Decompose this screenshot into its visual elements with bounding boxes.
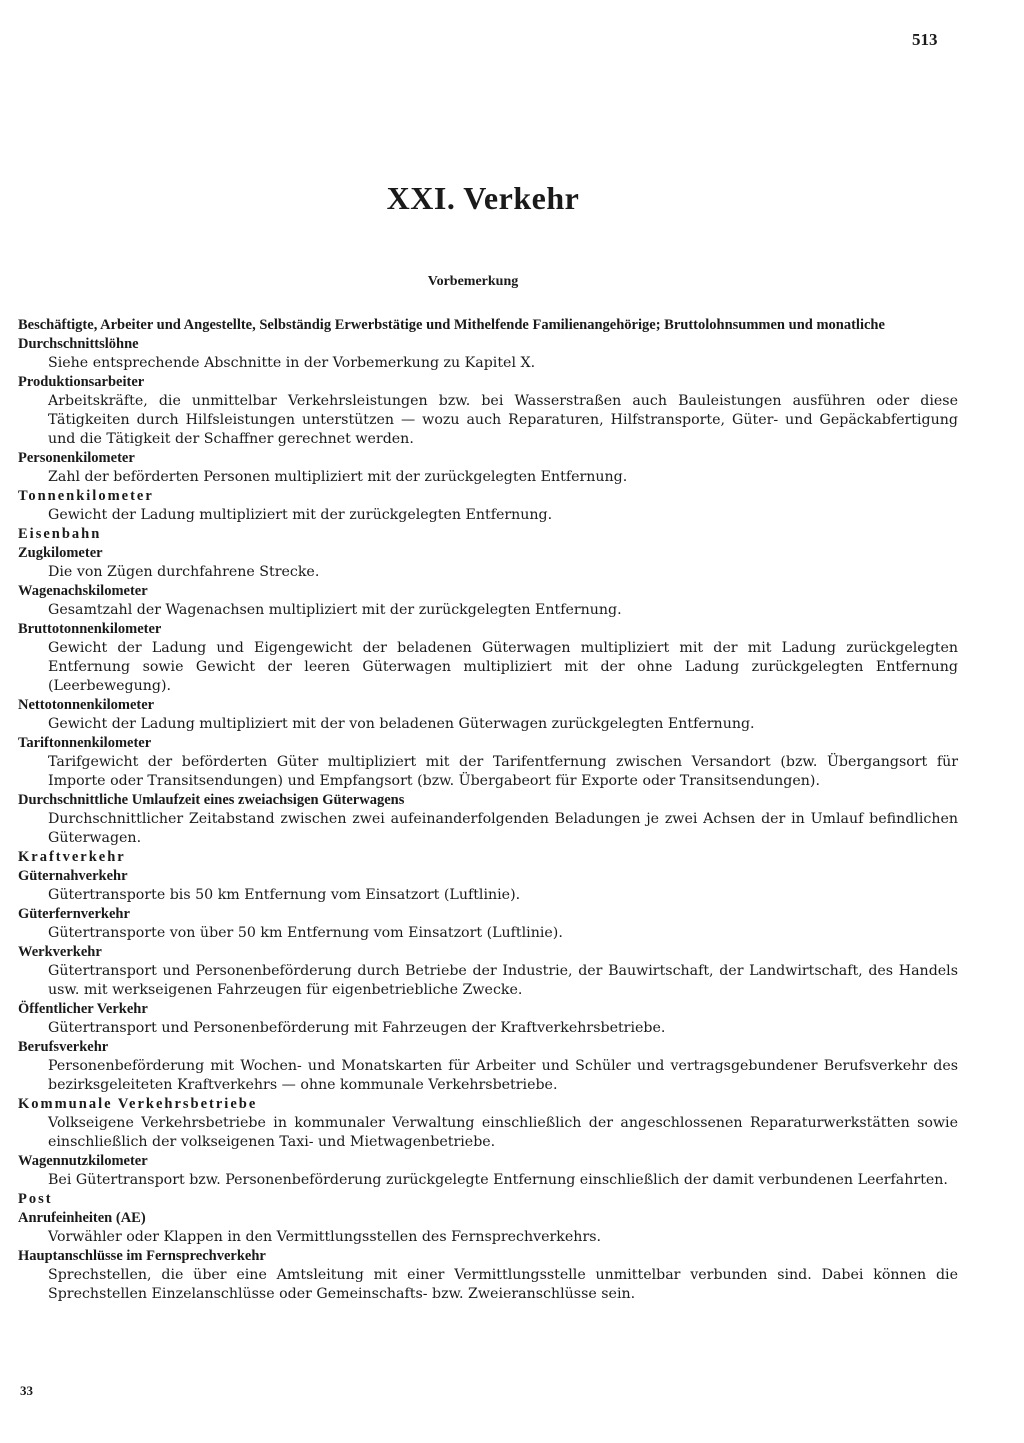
definition-personenkilometer: Zahl der beförderten Personen multipliziert mit der zurückgelegten Entfernung. [48, 469, 628, 485]
definition-anrufeinheiten: Vorwähler oder Klappen in den Vermittlungsstellen des Fernsprechverkehrs. [48, 1229, 602, 1245]
definition-nettotonnenkilometer: Gewicht der Ladung multipliziert mit der von beladenen Güterwagen zurückgelegten Entfernung. [48, 716, 755, 732]
section-heading-kraftverkehr: Kraftverkehr [18, 849, 126, 865]
section-heading-eisenbahn: Eisenbahn [18, 526, 102, 542]
footer-signature-number: 33 [20, 1383, 33, 1398]
term-beschaeftigte: Beschäftigte, Arbeiter und Angestellte, Selbständig Erwerbstätige und Mithelfende Familienangehörige; Bruttolohnsummen und monatliche Durchschnittslöhne [18, 317, 885, 352]
definition-wagenachskilometer: Gesamtzahl der Wagenachsen multipliziert mit der zurückgelegten Entfernung. [48, 602, 622, 618]
definition-beschaeftigte: Siehe entsprechende Abschnitte in der Vorbemerkung zu Kapitel X. [48, 355, 536, 371]
definitions-list [18, 316, 958, 1304]
term-umlaufzeit: Durchschnittliche Umlaufzeit eines zweiachsigen Güterwagens [18, 792, 405, 808]
definition-kommunale-verkehrsbetriebe: Volkseigene Verkehrsbetriebe in kommunaler Verwaltung einschließlich der angeschlossenen Reparaturwerkstätten sowie einschließlich der volkseigenen Taxi- und Mietwagenbetriebe. [48, 1115, 958, 1150]
definition-gueternahverkehr: Gütertransporte bis 50 km Entfernung vom Einsatzort (Luftlinie). [48, 887, 521, 903]
term-tariftonnenkilometer: Tariftonnenkilometer [18, 735, 152, 751]
term-wagennutzkilometer: Wagennutzkilometer [18, 1153, 148, 1169]
definition-tariftonnenkilometer: Tarifgewicht der beförderten Güter multipliziert mit der Tarifentfernung zwischen Versandort (bzw. Übergangsort für Importe oder Transitsendungen) und Empfangsort (bzw. Übergabeort für Exporte oder Transitsendungen). [48, 754, 958, 789]
term-oeffentlicher-verkehr: Öffentlicher Verkehr [18, 1001, 148, 1017]
definition-gueterfernverkehr: Gütertransporte von über 50 km Entfernung vom Einsatzort (Luftlinie). [48, 925, 563, 941]
definition-produktionsarbeiter: Arbeitskräfte, die unmittelbar Verkehrsleistungen bzw. bei Wasserstraßen auch Bauleistungen ausführen oder diese Tätigkeiten durch Hilfsleistungen unterstützen — wozu auch Reparaturen, Hilfstransporte, Güter- und Gepäckabfertigung und die Tätigkeit der Schaffner gerechnet werden. [48, 393, 958, 447]
term-werkverkehr: Werkverkehr [18, 944, 102, 960]
term-anrufeinheiten: Anrufeinheiten (AE) [18, 1210, 146, 1226]
definition-zugkilometer: Die von Zügen durchfahrene Strecke. [48, 564, 320, 580]
definition-wagennutzkilometer: Bei Gütertransport bzw. Personenbeförderung zurückgelegte Entfernung einschließlich der damit verbundenen Leerfahrten. [48, 1172, 948, 1188]
term-wagenachskilometer: Wagenachskilometer [18, 583, 148, 599]
definition-oeffentlicher-verkehr: Gütertransport und Personenbeförderung mit Fahrzeugen der Kraftverkehrsbetriebe. [48, 1020, 666, 1036]
term-gueterfernverkehr: Güterfernverkehr [18, 906, 130, 922]
term-kommunale-verkehrsbetriebe: Kommunale Verkehrsbetriebe [18, 1096, 258, 1112]
term-personenkilometer: Personenkilometer [18, 450, 135, 466]
term-tonnenkilometer: Tonnenkilometer [18, 488, 154, 504]
section-subtitle: Vorbemerkung [427, 274, 519, 289]
definition-bruttotonnenkilometer: Gewicht der Ladung und Eigengewicht der beladenen Güterwagen multipliziert mit der mit Ladung zurückgelegten Entfernung sowie Gewicht der leeren Güterwagen multipliziert mit der ohne Ladung zurückgelegten Entfernung (Leerbewegung). [48, 640, 958, 694]
term-zugkilometer: Zugkilometer [18, 545, 103, 561]
definition-berufsverkehr: Personenbeförderung mit Wochen- und Monatskarten für Arbeiter und Schüler und vertragsgebundener Berufsverkehr des bezirksgeleiteten Kraftverkehrs — ohne kommunale Verkehrsbetriebe. [48, 1058, 958, 1093]
section-heading-post: Post [18, 1191, 53, 1207]
definition-umlaufzeit: Durchschnittlicher Zeitabstand zwischen zwei aufeinanderfolgenden Beladungen je zwei Achsen der in Umlauf befindlichen Güterwagen. [48, 811, 958, 846]
term-bruttotonnenkilometer: Bruttotonnenkilometer [18, 621, 162, 637]
term-berufsverkehr: Berufsverkehr [18, 1039, 109, 1055]
definition-werkverkehr: Gütertransport und Personenbeförderung durch Betriebe der Industrie, der Bauwirtschaft, der Landwirtschaft, des Handels usw. mit werkseigenen Fahrzeugen für eigenbetriebliche Zwecke. [48, 963, 958, 998]
term-nettotonnenkilometer: Nettotonnenkilometer [18, 697, 155, 713]
term-produktionsarbeiter: Produktionsarbeiter [18, 374, 145, 390]
page-number: 513 [912, 30, 938, 49]
definition-tonnenkilometer: Gewicht der Ladung multipliziert mit der zurückgelegten Entfernung. [48, 507, 553, 523]
term-hauptanschluesse: Hauptanschlüsse im Fernsprechverkehr [18, 1248, 266, 1264]
term-gueternahverkehr: Güternahverkehr [18, 868, 128, 884]
definition-hauptanschluesse: Sprechstellen, die über eine Amtsleitung mit einer Vermittlungsstelle unmittelbar verbunden sind. Dabei können die Sprechstellen Einzelanschlüsse oder Gemeinschafts- bzw. Zweieranschlüsse sein. [48, 1267, 958, 1302]
chapter-title: XXI. Verkehr [386, 180, 580, 216]
